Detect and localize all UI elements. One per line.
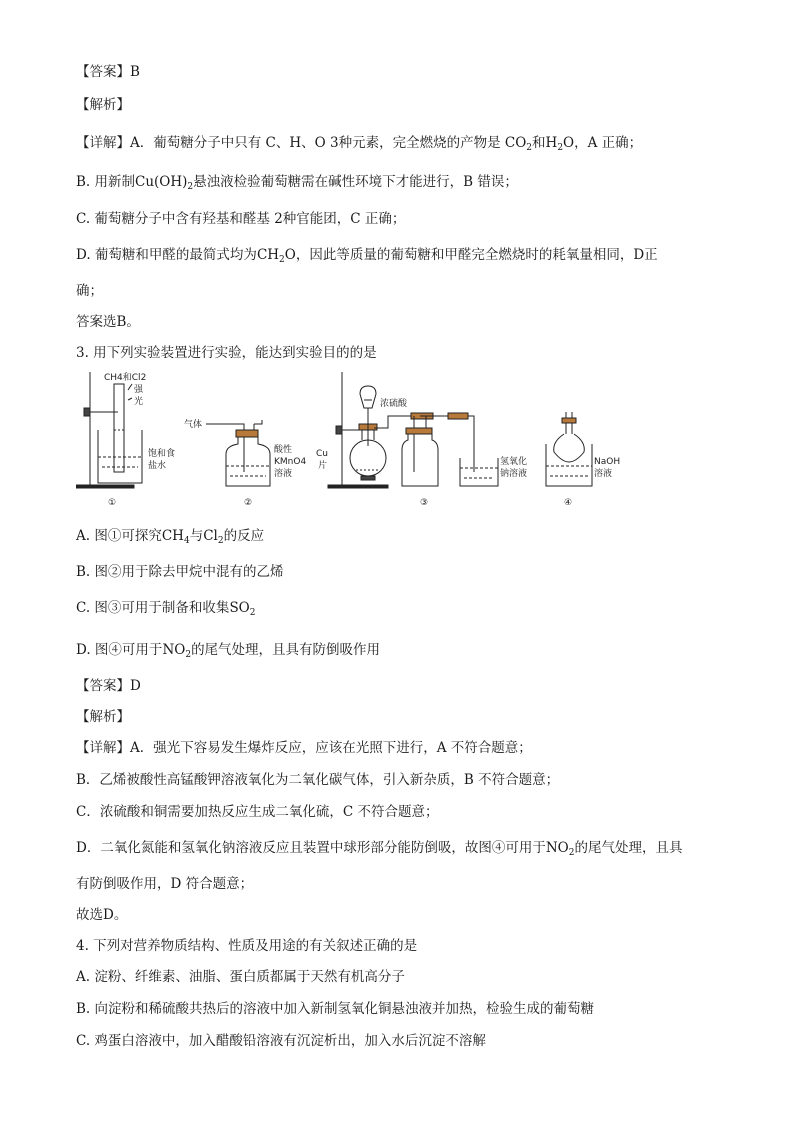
detail-a: 【详解】A．葡萄糖分子中只有 C、H、O 3种元素，完全燃烧的产物是 $CO_2$和$H_2O$，A 正确； xyxy=(76,135,643,153)
fig3-naoh-label-2: 钠溶液 xyxy=(500,469,528,479)
detail-3d: D．二氧化氮能和氢氧化钠溶液反应且装置中球形部分能防倒吸，故图④可用于$NO_2$的尾气处理，且具 xyxy=(76,840,683,858)
fig1-solution-label-1: 饱和食 xyxy=(148,449,176,459)
detail-c: C. 葡萄糖分子中含有羟基和醛基 2种官能团，C 正确； xyxy=(76,211,406,227)
figure-1-apparatus xyxy=(76,372,142,488)
fig4-solution-label-2: 溶液 xyxy=(594,469,613,479)
fig1-number: ① xyxy=(108,498,117,508)
detail-b: B. 用新制$Cu(OH)_2$悬浊液检验葡萄糖需在碱性环境下才能进行，B 错误； xyxy=(76,174,518,192)
fig2-solution-label-3: 溶液 xyxy=(274,469,293,479)
option-a: A. 图①可探究$CH_4$与$Cl_2$的反应 xyxy=(76,528,265,546)
formula-no2-detail: $NO_2$ xyxy=(545,840,575,858)
analysis-label-3: 【解析】 xyxy=(76,709,130,725)
fig1-light-label-1: 强 xyxy=(134,385,144,395)
option-b: B. 图②用于除去甲烷中混有的乙烯 xyxy=(76,564,284,580)
fig3-acid-label: 浓硫酸 xyxy=(380,399,408,409)
formula-h2o: $H_2O$ xyxy=(545,135,575,153)
detail-a-text: 【详解】A．葡萄糖分子中只有 C、H、O 3种元素，完全燃烧的产物是 xyxy=(76,135,501,151)
detail-3d-cont: 有防倒吸作用，D 符合题意； xyxy=(76,876,254,892)
fig1-light-label-2: 光 xyxy=(134,397,144,407)
choose-text: 答案选B。 xyxy=(76,314,140,330)
apparatus-figure xyxy=(76,372,636,512)
detail-3b: B．乙烯被酸性高锰酸钾溶液氧化为二氧化碳气体，引入新杂质，B 不符合题意； xyxy=(76,772,560,788)
fig3-cu-label-1: Cu xyxy=(316,449,328,459)
formula-ch4: $CH_4$ xyxy=(161,528,190,546)
choose-text-3: 故选D。 xyxy=(76,907,128,923)
figure-2-apparatus xyxy=(206,420,270,486)
fig4-number: ④ xyxy=(564,498,573,508)
q4-option-a: A. 淀粉、纤维素、油脂、蛋白质都属于天然有机高分子 xyxy=(76,969,405,985)
figure-3-apparatus xyxy=(328,372,498,488)
option-d: D. 图④可用于$NO_2$的尾气处理，且具有防倒吸作用 xyxy=(76,642,381,660)
detail-3c: C．浓硫酸和铜需要加热反应生成二氧化硫，C 不符合题意； xyxy=(76,804,439,820)
answer-label: 【答案】B xyxy=(76,64,140,80)
detail-3a: 【详解】A．强光下容易发生爆炸反应，应该在光照下进行，A 不符合题意； xyxy=(76,740,532,756)
formula-no2: $NO_2$ xyxy=(162,642,192,660)
analysis-label: 【解析】 xyxy=(76,97,130,113)
fig2-solution-label-2: KMnO4 xyxy=(274,457,307,467)
option-c: C. 图③可用于制备和收集$SO_2$ xyxy=(76,600,256,618)
formula-co2: $CO_2$ xyxy=(504,135,533,153)
detail-d-cont: 确； xyxy=(76,283,103,299)
fig1-solution-label-2: 盐水 xyxy=(148,461,167,471)
q4-option-b: B. 向淀粉和稀硫酸共热后的溶液中加入新制氢氧化铜悬浊液并加热，检验生成的葡萄糖 xyxy=(76,1001,595,1017)
formula-cuoh2: $Cu(OH)_2$ xyxy=(135,174,194,192)
fig2-number: ② xyxy=(244,498,253,508)
fig3-cu-label-2: 片 xyxy=(318,461,328,471)
question-3-stem: 3. 用下列实验装置进行实验，能达到实验目的的是 xyxy=(76,345,377,361)
fig1-gas-label: CH4和Cl2 xyxy=(104,373,147,383)
fig4-solution-label-1: NaOH xyxy=(594,457,621,467)
fig3-naoh-label-1: 氢氧化 xyxy=(500,457,528,467)
fig2-gas-label: 气体 xyxy=(184,420,203,430)
formula-so2: $SO_2$ xyxy=(229,600,256,618)
q4-option-c: C. 鸡蛋白溶液中，加入醋酸铅溶液有沉淀析出，加入水后沉淀不溶解 xyxy=(76,1033,486,1049)
fig3-number: ③ xyxy=(420,498,429,508)
figure-4-apparatus xyxy=(546,412,592,486)
fig2-solution-label-1: 酸性 xyxy=(274,445,293,455)
formula-cl2: $Cl_2$ xyxy=(203,528,224,546)
formula-ch2o: $CH_2O$ xyxy=(256,247,296,265)
answer-label-3: 【答案】D xyxy=(76,678,141,694)
detail-d: D. 葡萄糖和甲醛的最简式均为$CH_2O$，因此等质量的葡萄糖和甲醛完全燃烧时的耗氧量相同，D正 xyxy=(76,247,658,265)
question-4-stem: 4. 下列对营养物质结构、性质及用途的有关叙述正确的是 xyxy=(76,938,418,954)
